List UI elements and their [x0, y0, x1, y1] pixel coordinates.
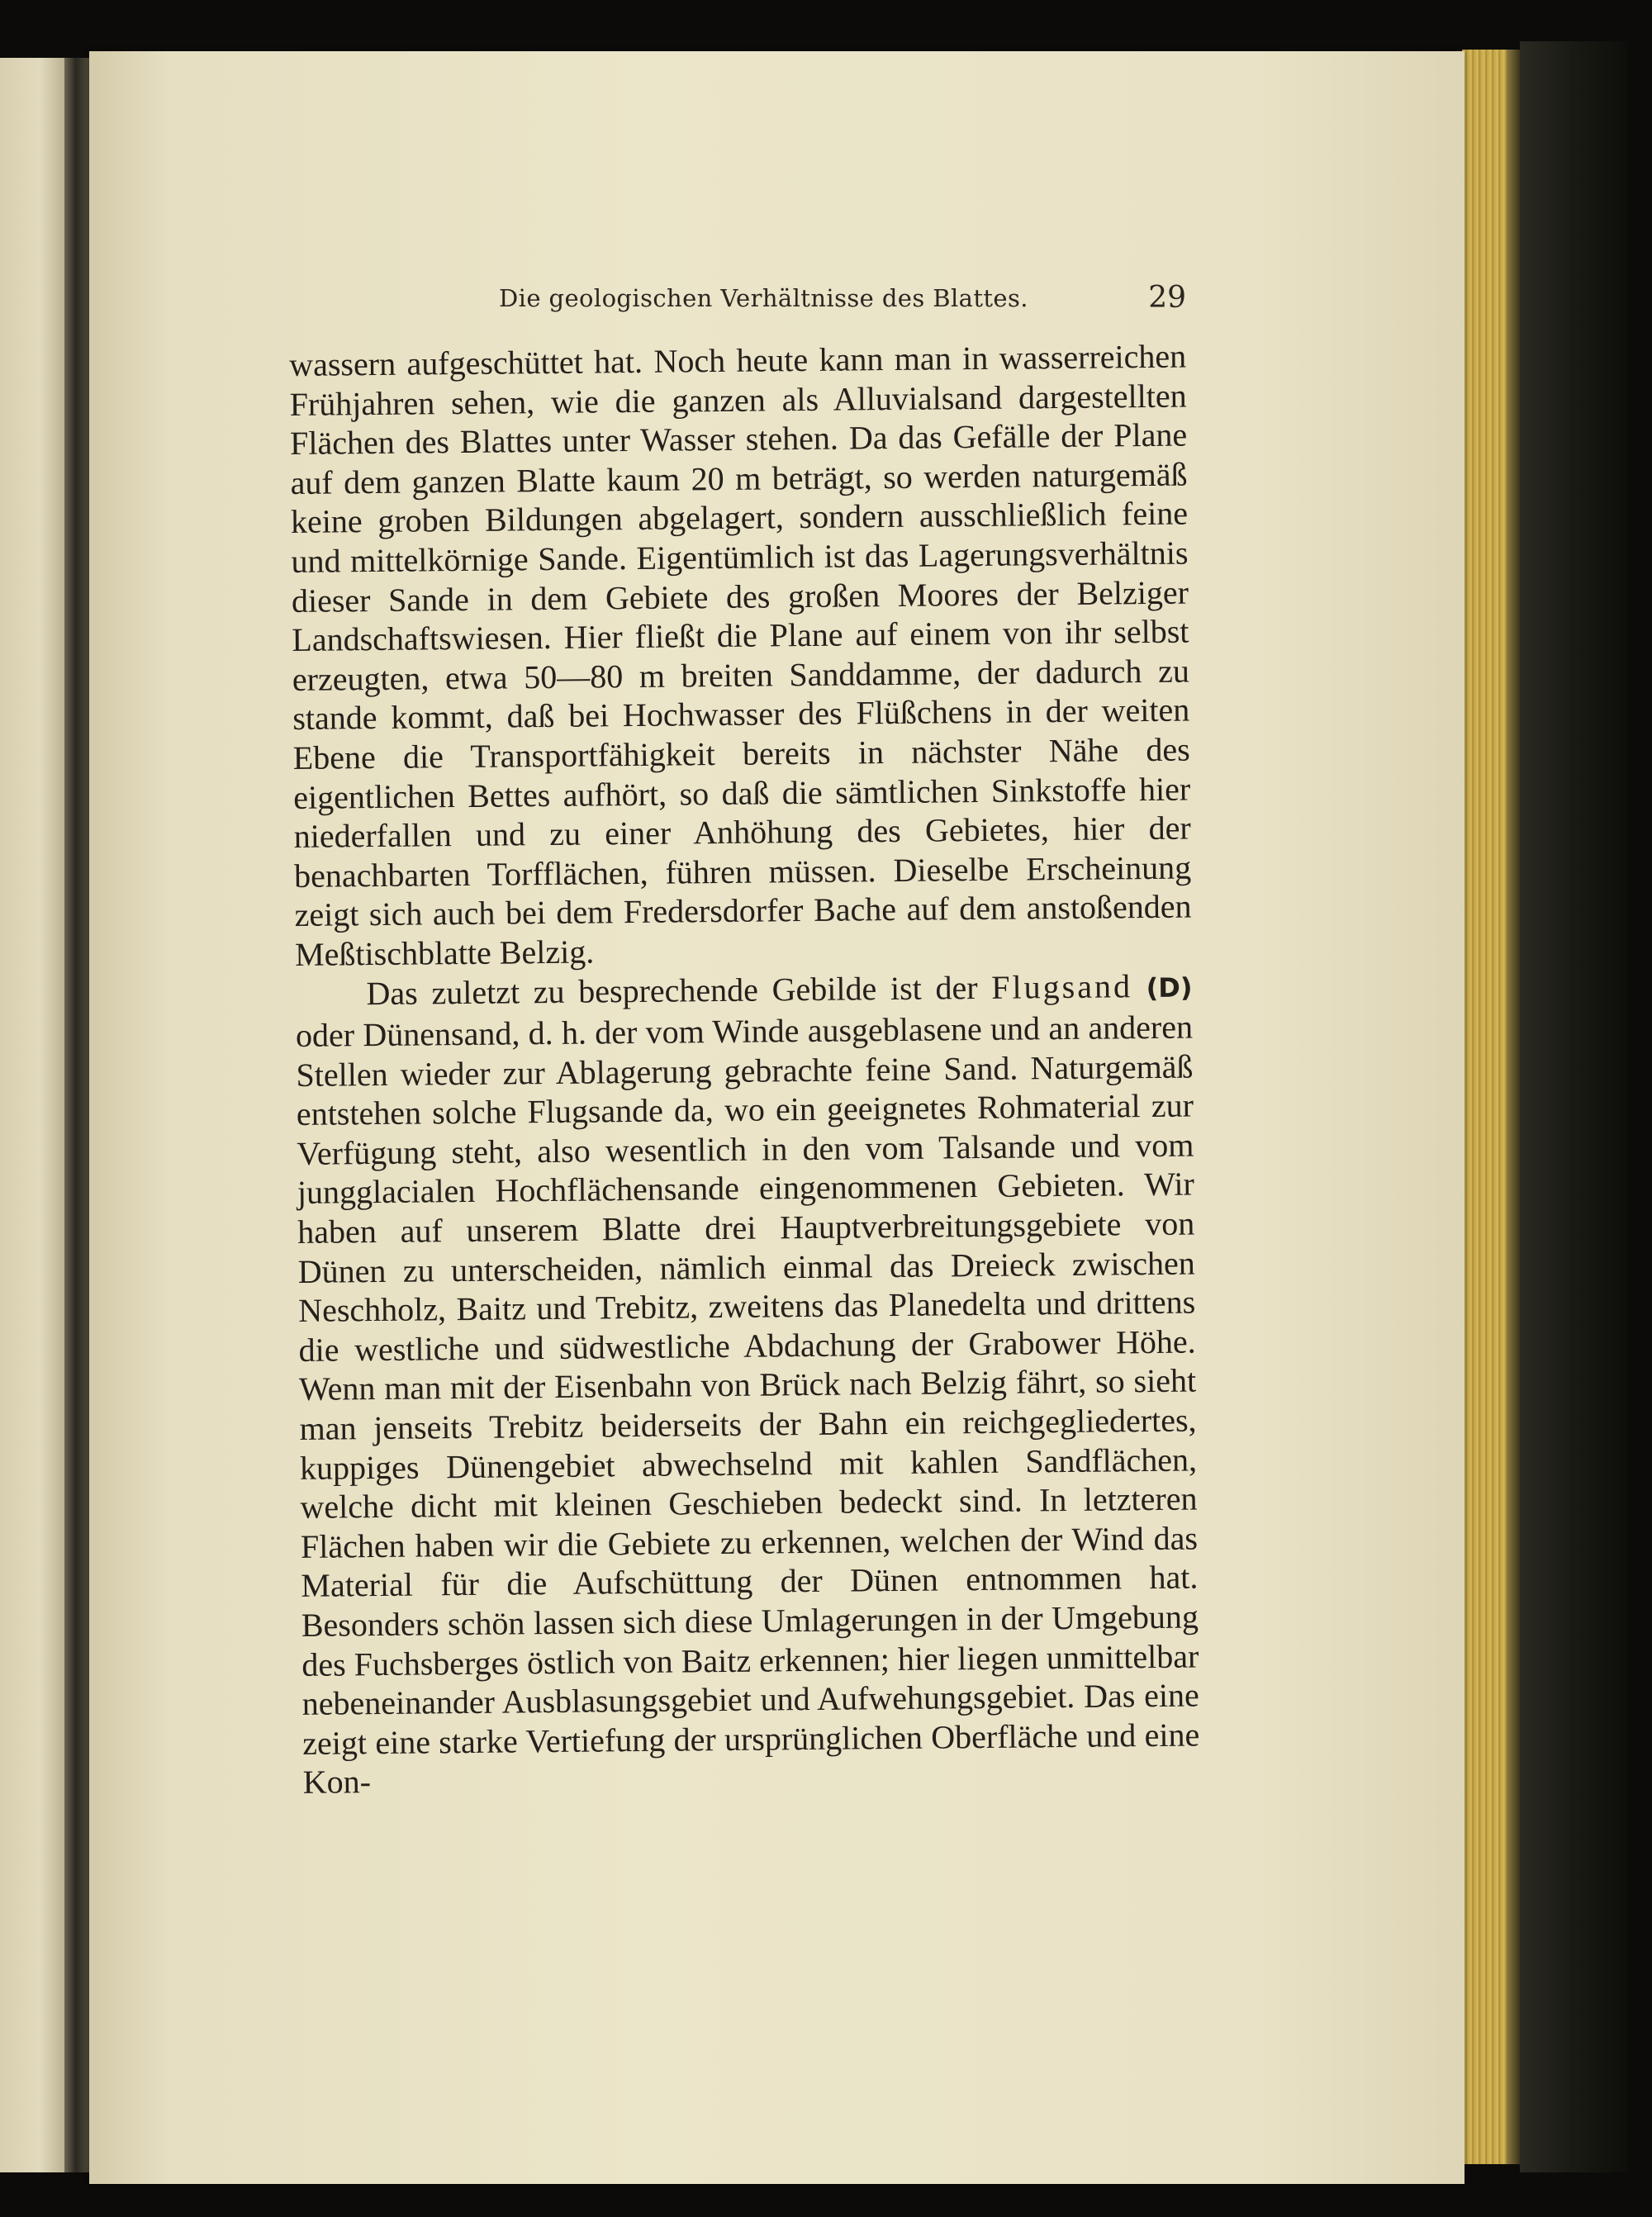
book-gutter	[64, 58, 93, 2172]
book-cover-edge	[1520, 41, 1627, 2172]
running-title: Die geologischen Verhältnisse des Blattes.	[499, 284, 1028, 312]
paragraph-flugsand	[295, 966, 1200, 1802]
paragraph-text-rest: oder Dünensand, d. h. der vom Winde ausgeblasene und an anderen Stellen wieder zur Ablagerung gebrachte feine Sand. Naturgemäß entstehen solche Flugsande da, wo ein geeignetes Rohmaterial zur Verfügung steht, also wesentlich in den vom Talsande und vom jungglacialen Hochflächensande eingenommenen Gebieten. Wir haben auf unserem Blatte drei Hauptverbreitungsgebiete von Dünen zu unterscheiden, nämlich einmal das Dreieck zwischen Neschholz, Baitz und Trebitz, zweitens das Planedelta und drittens die westliche und südwestliche Abdachung der Grabower Höhe. Wenn man mit der Eisenbahn von Brück nach Belzig fährt, so sieht man jenseits Trebitz beiderseits der Bahn ein reichgegliedertes, kuppiges Dünengebiet abwechselnd mit kahlen Sandflächen, welche dicht mit kleinen Geschieben bedeckt sind. In letzteren Flächen haben wir die Gebiete zu erkennen, welchen der Wind das Material für die Aufschüttung der Dünen entnommen hat. Besonders schön lassen sich diese Umlagerungen in der Umgebung des Fuchsberges östlich von Baitz erkennen; hier liegen unmittelbar nebeneinander Ausblasungsgebiet und Aufwehungsgebiet. Das eine zeigt eine starke Vertiefung der ursprünglichen Oberfläche und eine Kon-	[295, 1008, 1200, 1802]
map-symbol: (D)	[1146, 971, 1193, 1004]
term-flugsand: Flugsand	[991, 966, 1133, 1006]
page-header	[289, 281, 1186, 319]
left-page-edge	[0, 58, 66, 2172]
page-body	[289, 337, 1200, 1802]
page-edges	[1462, 50, 1520, 2164]
paragraph-continued: wassern aufgeschüttet hat. Noch heute kann man in wasserreichen Frühjahren sehen, wie die ganzen als Alluvialsand dargestellten Flächen des Blattes unter Wasser stehen. Da das Gefälle der Plane auf dem ganzen Blatte kaum 20 m beträgt, so werden naturgemäß keine groben Bildungen abgelagert, sondern ausschließlich feine und mittelkörnige Sande. Eigentümlich ist das Lagerungsverhältnis dieser Sande in dem Gebiete des großen Moores der Belziger Landschaftswiesen. Hier fließt die Plane auf einem von ihr selbst erzeugten, etwa 50—80 m breiten Sanddamme, der dadurch zu stande kommt, daß bei Hochwasser des Flüßchens in der weiten Ebene die Transportfähigkeit bereits in nächster Nähe des eigentlichen Bettes aufhört, so daß die sämtlichen Sinkstoffe hier niederfallen und zu einer Anhöhung des Gebietes, hier der benachbarten Torfflächen, führen müssen. Dieselbe Erscheinung zeigt sich auch bei dem Fredersdorfer Bache auf dem anstoßenden Meßtischblatte Belzig.	[289, 337, 1192, 973]
paragraph-text-start: Das zuletzt zu besprechende Gebilde ist der	[366, 968, 992, 1012]
page-number: 29	[1148, 281, 1186, 315]
